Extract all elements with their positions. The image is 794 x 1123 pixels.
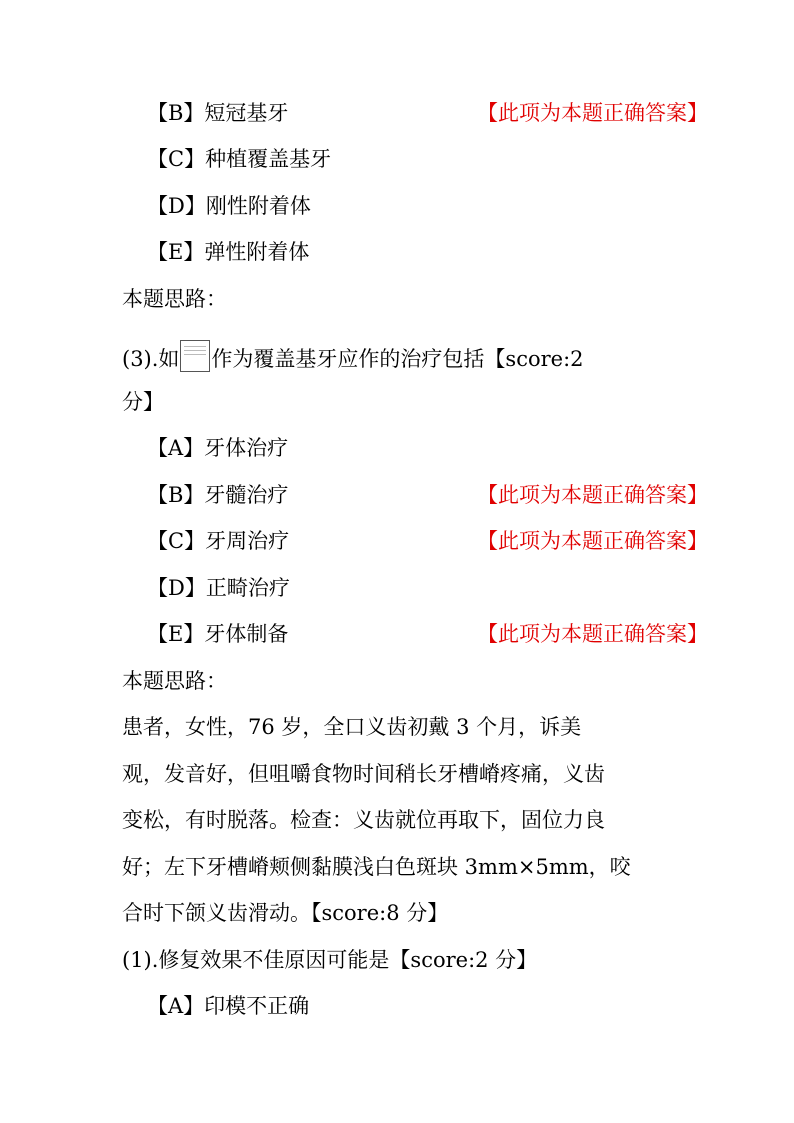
option-row (147, 434, 288, 462)
option-label: 【B】牙髓治疗 (147, 483, 289, 507)
option-label: 【D】刚性附着体 (147, 194, 311, 218)
question-3-suffix: 作为覆盖基牙应作的治疗包括【score:2 (211, 347, 584, 371)
option-row (147, 992, 309, 1020)
option-label: 【C】种植覆盖基牙 (147, 147, 332, 171)
correct-answer-tag: 【此项为本题正确答案】 (477, 622, 708, 646)
embedded-image-placeholder (180, 340, 210, 372)
correct-answer-tag: 【此项为本题正确答案】 (477, 529, 708, 553)
option-row (147, 574, 290, 602)
option-label: 【A】印模不正确 (147, 994, 310, 1018)
correct-answer-tag: 【此项为本题正确答案】 (477, 483, 708, 507)
question-3-prefix: (3).如 (122, 347, 180, 371)
case-text-line: 合时下颌义齿滑动。【score:8 分】 (122, 901, 449, 925)
option-label: 【B】短冠基牙 (147, 101, 289, 125)
option-row (147, 192, 311, 220)
option-row (147, 238, 309, 266)
option-label: 【C】牙周治疗 (147, 529, 290, 553)
option-label: 【D】正畸治疗 (147, 576, 290, 600)
option-row (147, 527, 708, 555)
case-text-line: 好；左下牙槽嵴颊侧黏膜浅白色斑块 3mm×5mm，咬 (122, 855, 631, 879)
option-label: 【E】牙体制备 (147, 622, 289, 646)
question-3-stem (122, 340, 584, 373)
correct-answer-tag: 【此项为本题正确答案】 (477, 101, 708, 125)
option-row (147, 99, 708, 127)
question-3-stem-cont: 分】 (122, 390, 164, 414)
case-text-line: 患者，女性，76 岁，全口义齿初戴 3 个月，诉美 (122, 715, 582, 739)
analysis-label: 本题思路： (122, 669, 227, 693)
case-text-line: 观，发音好，但咀嚼食物时间稍长牙槽嵴疼痛，义齿 (122, 762, 605, 786)
option-label: 【A】牙体治疗 (147, 436, 289, 460)
option-label: 【E】弹性附着体 (147, 240, 310, 264)
case-text-line: 变松，有时脱落。检查：义齿就位再取下，固位力良 (122, 808, 605, 832)
option-row (147, 620, 708, 648)
question-1-stem: (1).修复效果不佳原因可能是【score:2 分】 (122, 948, 538, 972)
analysis-label: 本题思路： (122, 287, 227, 311)
option-row (147, 481, 708, 509)
option-row (147, 145, 331, 173)
